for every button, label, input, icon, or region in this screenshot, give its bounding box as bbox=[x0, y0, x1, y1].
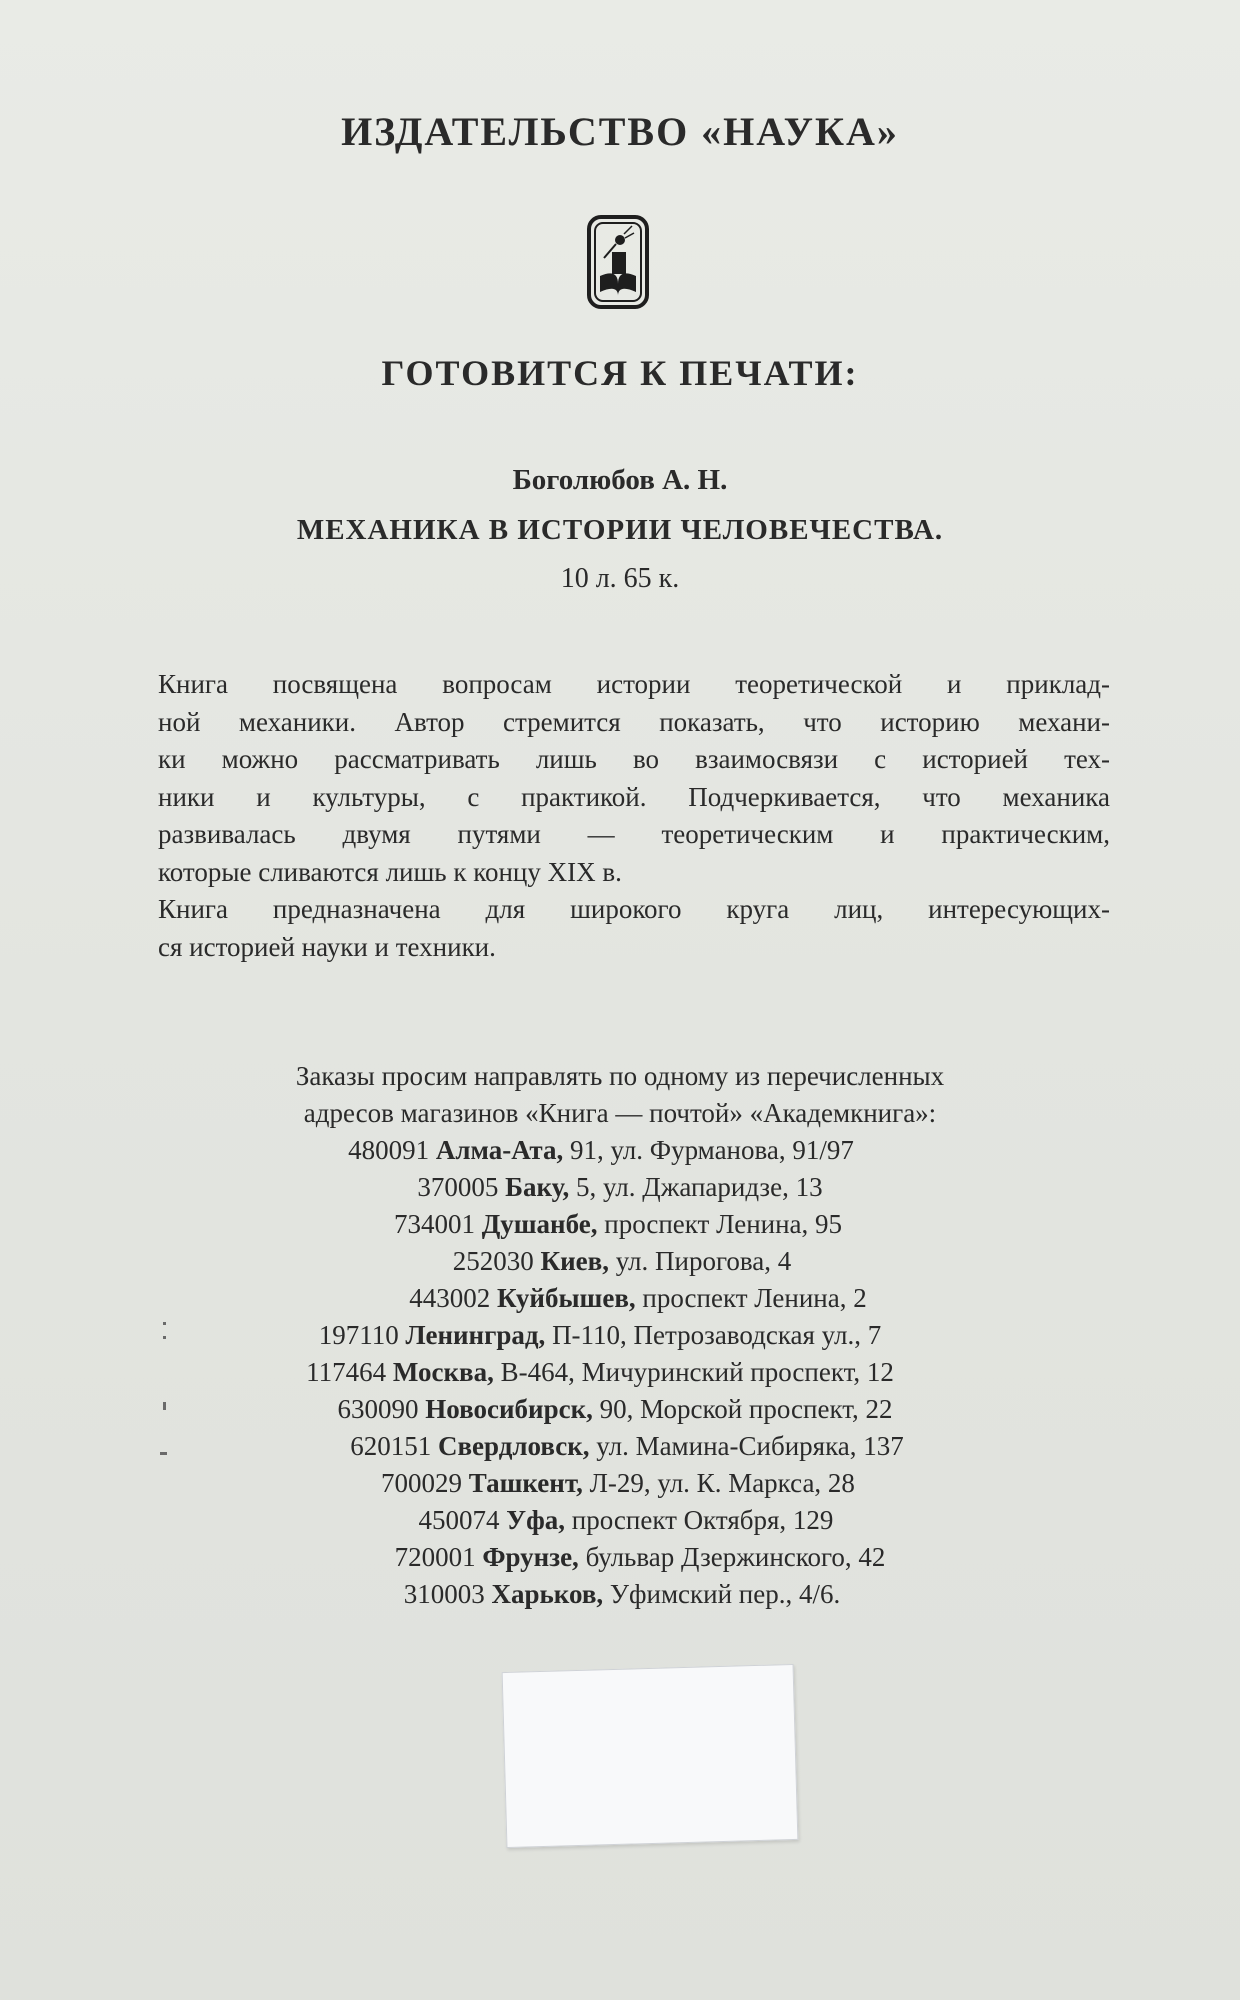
street-address: проспект Ленина, 2 bbox=[642, 1283, 867, 1313]
city-name: Баку, bbox=[505, 1172, 570, 1202]
city-name: Уфа, bbox=[506, 1505, 566, 1535]
orders-intro: Заказы просим направлять по одному из перечисленных bbox=[295, 1061, 945, 1091]
address-line bbox=[0, 1132, 1221, 1169]
city-name: Киев, bbox=[540, 1246, 609, 1276]
postal-code: 720001 bbox=[394, 1542, 476, 1572]
street-address: ул. Пирогова, 4 bbox=[615, 1246, 792, 1276]
city-name: Ленинград, bbox=[405, 1320, 546, 1350]
postal-code: 630090 bbox=[337, 1394, 419, 1424]
city-name: Новосибирск, bbox=[425, 1394, 593, 1424]
print-speck bbox=[163, 1336, 166, 1339]
address-line bbox=[20, 1539, 1240, 1576]
city-name: Душанбе, bbox=[481, 1209, 598, 1239]
address-line bbox=[0, 1317, 1220, 1354]
address-line bbox=[2, 1576, 1240, 1613]
postal-code: 310003 bbox=[403, 1579, 485, 1609]
book-title: МЕХАНИКА В ИСТОРИИ ЧЕЛОВЕЧЕСТВА. bbox=[296, 514, 944, 546]
address-line bbox=[6, 1502, 1240, 1539]
street-address: 5, ул. Джапаридзе, 13 bbox=[575, 1172, 823, 1202]
postal-code: 117464 bbox=[306, 1357, 387, 1387]
print-speck bbox=[163, 1322, 166, 1325]
street-address: ул. Мамина-Сибиряка, 137 bbox=[596, 1431, 904, 1461]
postal-code: 700029 bbox=[381, 1468, 463, 1498]
postal-code: 620151 bbox=[350, 1431, 432, 1461]
forthcoming-heading: ГОТОВИТСЯ К ПЕЧАТИ: bbox=[381, 353, 859, 393]
city-name: Харьков, bbox=[491, 1579, 604, 1609]
book-price: 10 л. 65 к. bbox=[560, 563, 680, 594]
publisher-name: ИЗДАТЕЛЬСТВО «НАУКА» bbox=[341, 109, 899, 154]
description-line: ной механики. Автор стремится показать, что историю механи- bbox=[158, 706, 1110, 737]
street-address: П-110, Петрозаводская ул., 7 bbox=[552, 1320, 882, 1350]
book-author: Боголюбов А. Н. bbox=[512, 464, 728, 496]
address-line bbox=[0, 1206, 1238, 1243]
address-line bbox=[7, 1428, 1240, 1465]
address-line bbox=[2, 1243, 1240, 1280]
book-description bbox=[158, 666, 1110, 966]
postal-code: 197110 bbox=[318, 1320, 399, 1350]
publisher-emblem-icon bbox=[586, 214, 650, 310]
street-address: В-464, Мичуринский проспект, 12 bbox=[500, 1357, 894, 1387]
street-address: 90, Морской проспект, 22 bbox=[599, 1394, 893, 1424]
price-sticker bbox=[502, 1664, 799, 1848]
street-address: Л-29, ул. К. Маркса, 28 bbox=[589, 1468, 855, 1498]
description-line: Книга посвящена вопросам истории теоретической и приклад- bbox=[158, 669, 1110, 699]
city-name: Ташкент, bbox=[468, 1468, 583, 1498]
postal-code: 370005 bbox=[417, 1172, 499, 1202]
orders-intro: адресов магазинов «Книга — почтой» «Академкнига»: bbox=[303, 1098, 937, 1128]
description-paragraph bbox=[158, 891, 1110, 966]
description-line: развивалась двумя путями — теоретическим и практическим, bbox=[158, 819, 1110, 849]
print-speck bbox=[163, 1402, 166, 1410]
street-address: Уфимский пер., 4/6. bbox=[609, 1579, 841, 1609]
postal-code: 480091 bbox=[348, 1135, 430, 1165]
postal-code: 450074 bbox=[418, 1505, 500, 1535]
print-speck bbox=[160, 1452, 167, 1455]
postal-code: 734001 bbox=[393, 1209, 475, 1239]
city-name: Москва, bbox=[392, 1357, 494, 1387]
street-address: проспект Ленина, 95 bbox=[604, 1209, 843, 1239]
address-list bbox=[0, 1132, 1240, 1613]
address-line bbox=[18, 1280, 1240, 1317]
orders-section bbox=[0, 1058, 1240, 1613]
city-name: Свердловск, bbox=[437, 1431, 590, 1461]
city-name: Фрунзе, bbox=[482, 1542, 579, 1572]
description-line: ки можно рассматривать лишь во взаимосвязи с историей тех- bbox=[158, 744, 1110, 774]
address-line bbox=[0, 1169, 1240, 1206]
street-address: проспект Октября, 129 bbox=[571, 1505, 834, 1535]
description-line: Книга предназначена для широкого круга лиц, интересующих- bbox=[158, 894, 1110, 924]
city-name: Куйбышев, bbox=[497, 1283, 636, 1313]
postal-code: 252030 bbox=[452, 1246, 534, 1276]
city-name: Алма-Ата, bbox=[435, 1135, 564, 1165]
description-line: ники и культуры, с практикой. Подчеркивается, что механика bbox=[158, 781, 1110, 812]
description-line: ся историей науки и техники. bbox=[158, 931, 496, 962]
address-line bbox=[0, 1465, 1238, 1502]
street-address: бульвар Дзержинского, 42 bbox=[585, 1542, 886, 1572]
address-line bbox=[0, 1354, 1220, 1391]
postal-code: 443002 bbox=[409, 1283, 491, 1313]
description-line: которые сливаются лишь к концу XIX в. bbox=[158, 856, 622, 887]
description-paragraph bbox=[158, 666, 1110, 891]
address-line bbox=[0, 1391, 1235, 1428]
street-address: 91, ул. Фурманова, 91/97 bbox=[569, 1135, 854, 1165]
